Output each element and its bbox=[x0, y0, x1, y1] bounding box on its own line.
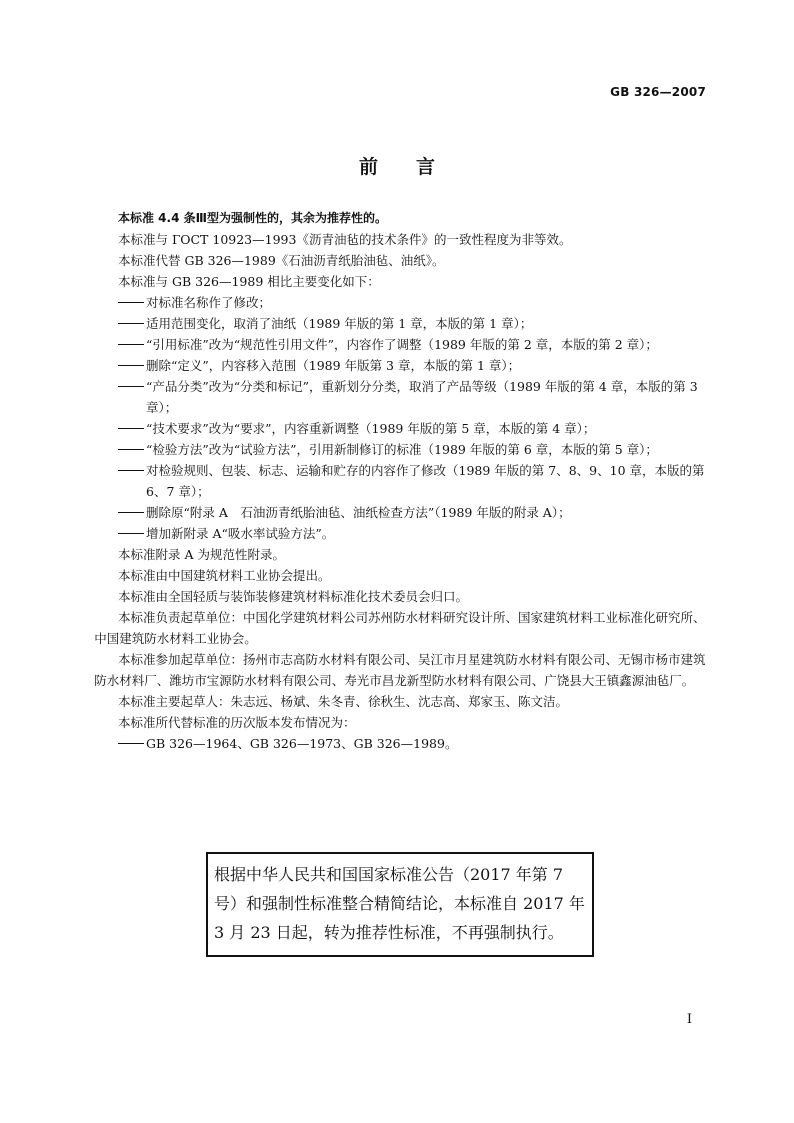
page-number: I bbox=[686, 1012, 692, 1027]
change-item: “引用标准”改为“规范性引用文件”，内容作了调整（1989 年版的第 2 章，本版的第 2 章）； bbox=[118, 334, 710, 355]
change-item: 对检验规则、包装、标志、运输和贮存的内容作了修改（1989 年版的第 7、8、9、10 章，本版的第 6、7 章）； bbox=[118, 460, 710, 502]
history-item: GB 326—1964、GB 326—1973、GB 326—1989。 bbox=[118, 733, 710, 754]
paragraph-replaces: 本标准代替 GB 326—1989《石油沥青纸胎油毡、油纸》。 bbox=[118, 253, 445, 268]
paragraph-equivalence: 本标准与 ГОСТ 10923—1993《沥青油毡的技术条件》的一致性程度为非等效。 bbox=[118, 232, 572, 247]
change-item: 增加新附录 A“吸水率试验方法”。 bbox=[118, 523, 710, 544]
paragraph-drafting-participants: 本标准参加起草单位：扬州市志高防水材料有限公司、吴江市月星建筑防水材料有限公司、无锡市杨市建筑防水材料厂、潍坊市宝源防水材料有限公司、寿光市昌龙新型防水材料有限公司、广饶县大王镇鑫源油毡厂。 bbox=[94, 652, 706, 688]
change-item: 删除原“附录 A 石油沥青纸胎油毡、油纸检查方法”（1989 年版的附录 A）； bbox=[118, 502, 710, 523]
paragraph-changes-intro: 本标准与 GB 326—1989 相比主要变化如下： bbox=[118, 274, 380, 289]
paragraph-mandatory-clause: 本标准 4.4 条Ⅲ型为强制性的，其余为推荐性的。 bbox=[118, 211, 387, 225]
paragraph-proposer: 本标准由中国建筑材料工业协会提出。 bbox=[118, 568, 331, 583]
paragraph-drafting-lead: 本标准负责起草单位：中国化学建筑材料公司苏州防水材料研究设计所、国家建筑材料工业标准化研究所、中国建筑防水材料工业协会。 bbox=[94, 610, 706, 646]
standard-code: GB 326—2007 bbox=[610, 85, 706, 99]
change-item: “技术要求”改为“要求”，内容重新调整（1989 年版的第 5 章，本版的第 4 章）； bbox=[118, 418, 710, 439]
notice-box: 根据中华人民共和国国家标准公告（2017 年第 7 号）和强制性标准整合精简结论，本标准自 2017 年 3 月 23 日起，转为推荐性标准，不再强制执行。 bbox=[206, 852, 594, 957]
foreword-body bbox=[94, 208, 710, 754]
change-item: 删除“定义”，内容移入范围（1989 年版第 3 章，本版的第 1 章）； bbox=[118, 355, 710, 376]
change-item: 对标准名称作了修改； bbox=[118, 292, 710, 313]
page-title: 前言 bbox=[358, 156, 473, 178]
change-item: “检验方法”改为“试验方法”，引用新制修订的标准（1989 年版的第 6 章，本版的第 5 章）； bbox=[118, 439, 710, 460]
change-item: “产品分类”改为“分类和标记”，重新划分分类，取消了产品等级（1989 年版的第 4 章，本版的第 3 章）； bbox=[118, 376, 710, 418]
paragraph-appendix: 本标准附录 A 为规范性附录。 bbox=[118, 547, 285, 562]
change-item: 适用范围变化，取消了油纸（1989 年版的第 1 章，本版的第 1 章）； bbox=[118, 313, 710, 334]
paragraph-history-intro: 本标准所代替标准的历次版本发布情况为： bbox=[118, 715, 356, 730]
paragraph-drafters: 本标准主要起草人：朱志远、杨斌、朱冬青、徐秋生、沈志高、郑家玉、陈文洁。 bbox=[118, 694, 569, 709]
paragraph-committee: 本标准由全国轻质与装饰装修建筑材料标准化技术委员会归口。 bbox=[118, 589, 469, 604]
